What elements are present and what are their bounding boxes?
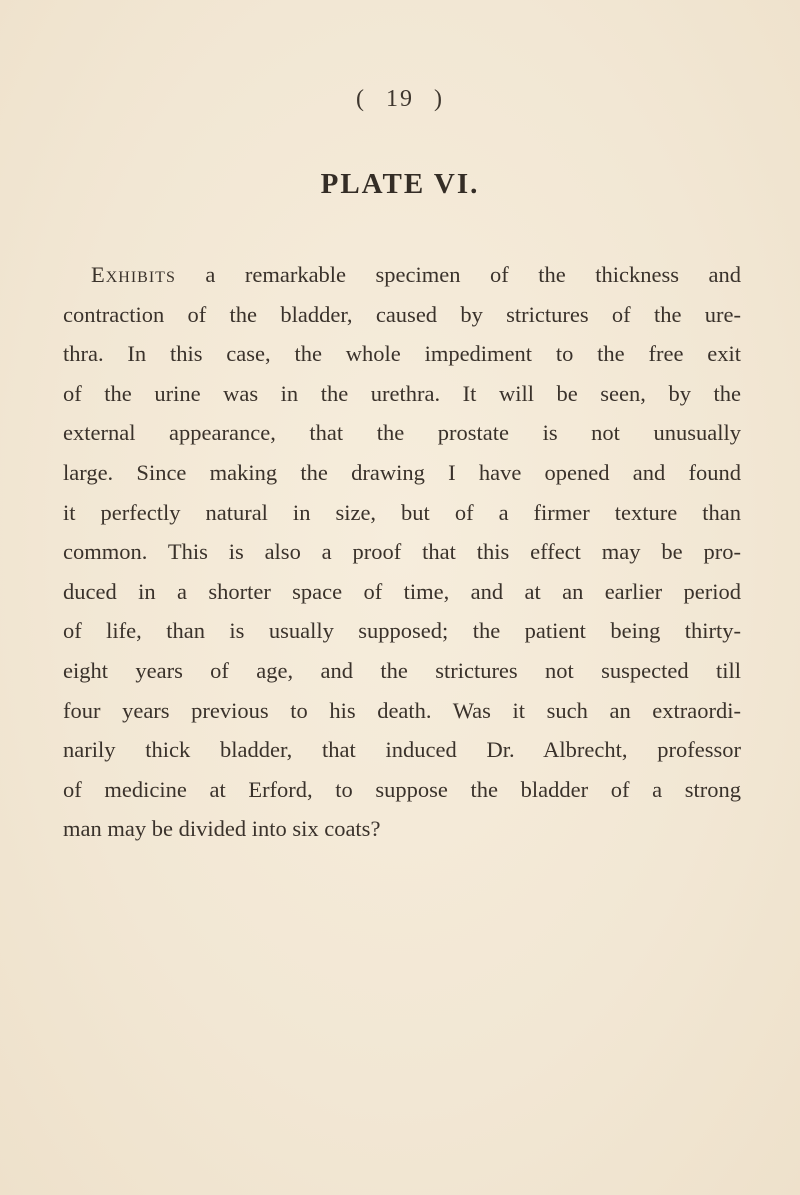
plate-title: PLATE VI. [320,168,480,200]
text-line-content: a remarkable specimen of the thickness and [175,262,741,287]
text-line: of medicine at Erford, to suppose the bladder of a strong [63,776,741,802]
text-line: it perfectly natural in size, but of a firmer texture than [63,499,741,525]
text-line: man may be divided into six coats? [63,816,381,842]
text-line: narily thick bladder, that induced Dr. Albrecht, professor [63,737,741,763]
text-line [63,255,741,295]
text-line: contraction of the bladder, caused by strictures of the ure- [63,301,741,327]
text-line: thra. In this case, the whole impediment to the free exit [63,341,741,367]
plate-description [63,255,741,849]
text-line: common. This is also a proof that this effect may be pro- [63,539,741,565]
text-line: of the urine was in the urethra. It will be seen, by the [63,380,741,406]
text-line: large. Since making the drawing I have opened and found [63,459,741,485]
text-line: external appearance, that the prostate is not unusually [63,420,741,446]
text-line: four years previous to his death. Was it such an extraordi- [63,697,741,723]
page-number: ( 19 ) [356,86,444,112]
text-line: eight years of age, and the strictures not suspected till [63,657,741,683]
text-line: duced in a shorter space of time, and at an earlier period [63,578,741,604]
text-line: of life, than is usually supposed; the patient being thirty- [63,618,741,644]
lead-word: Exhibits [91,262,176,287]
